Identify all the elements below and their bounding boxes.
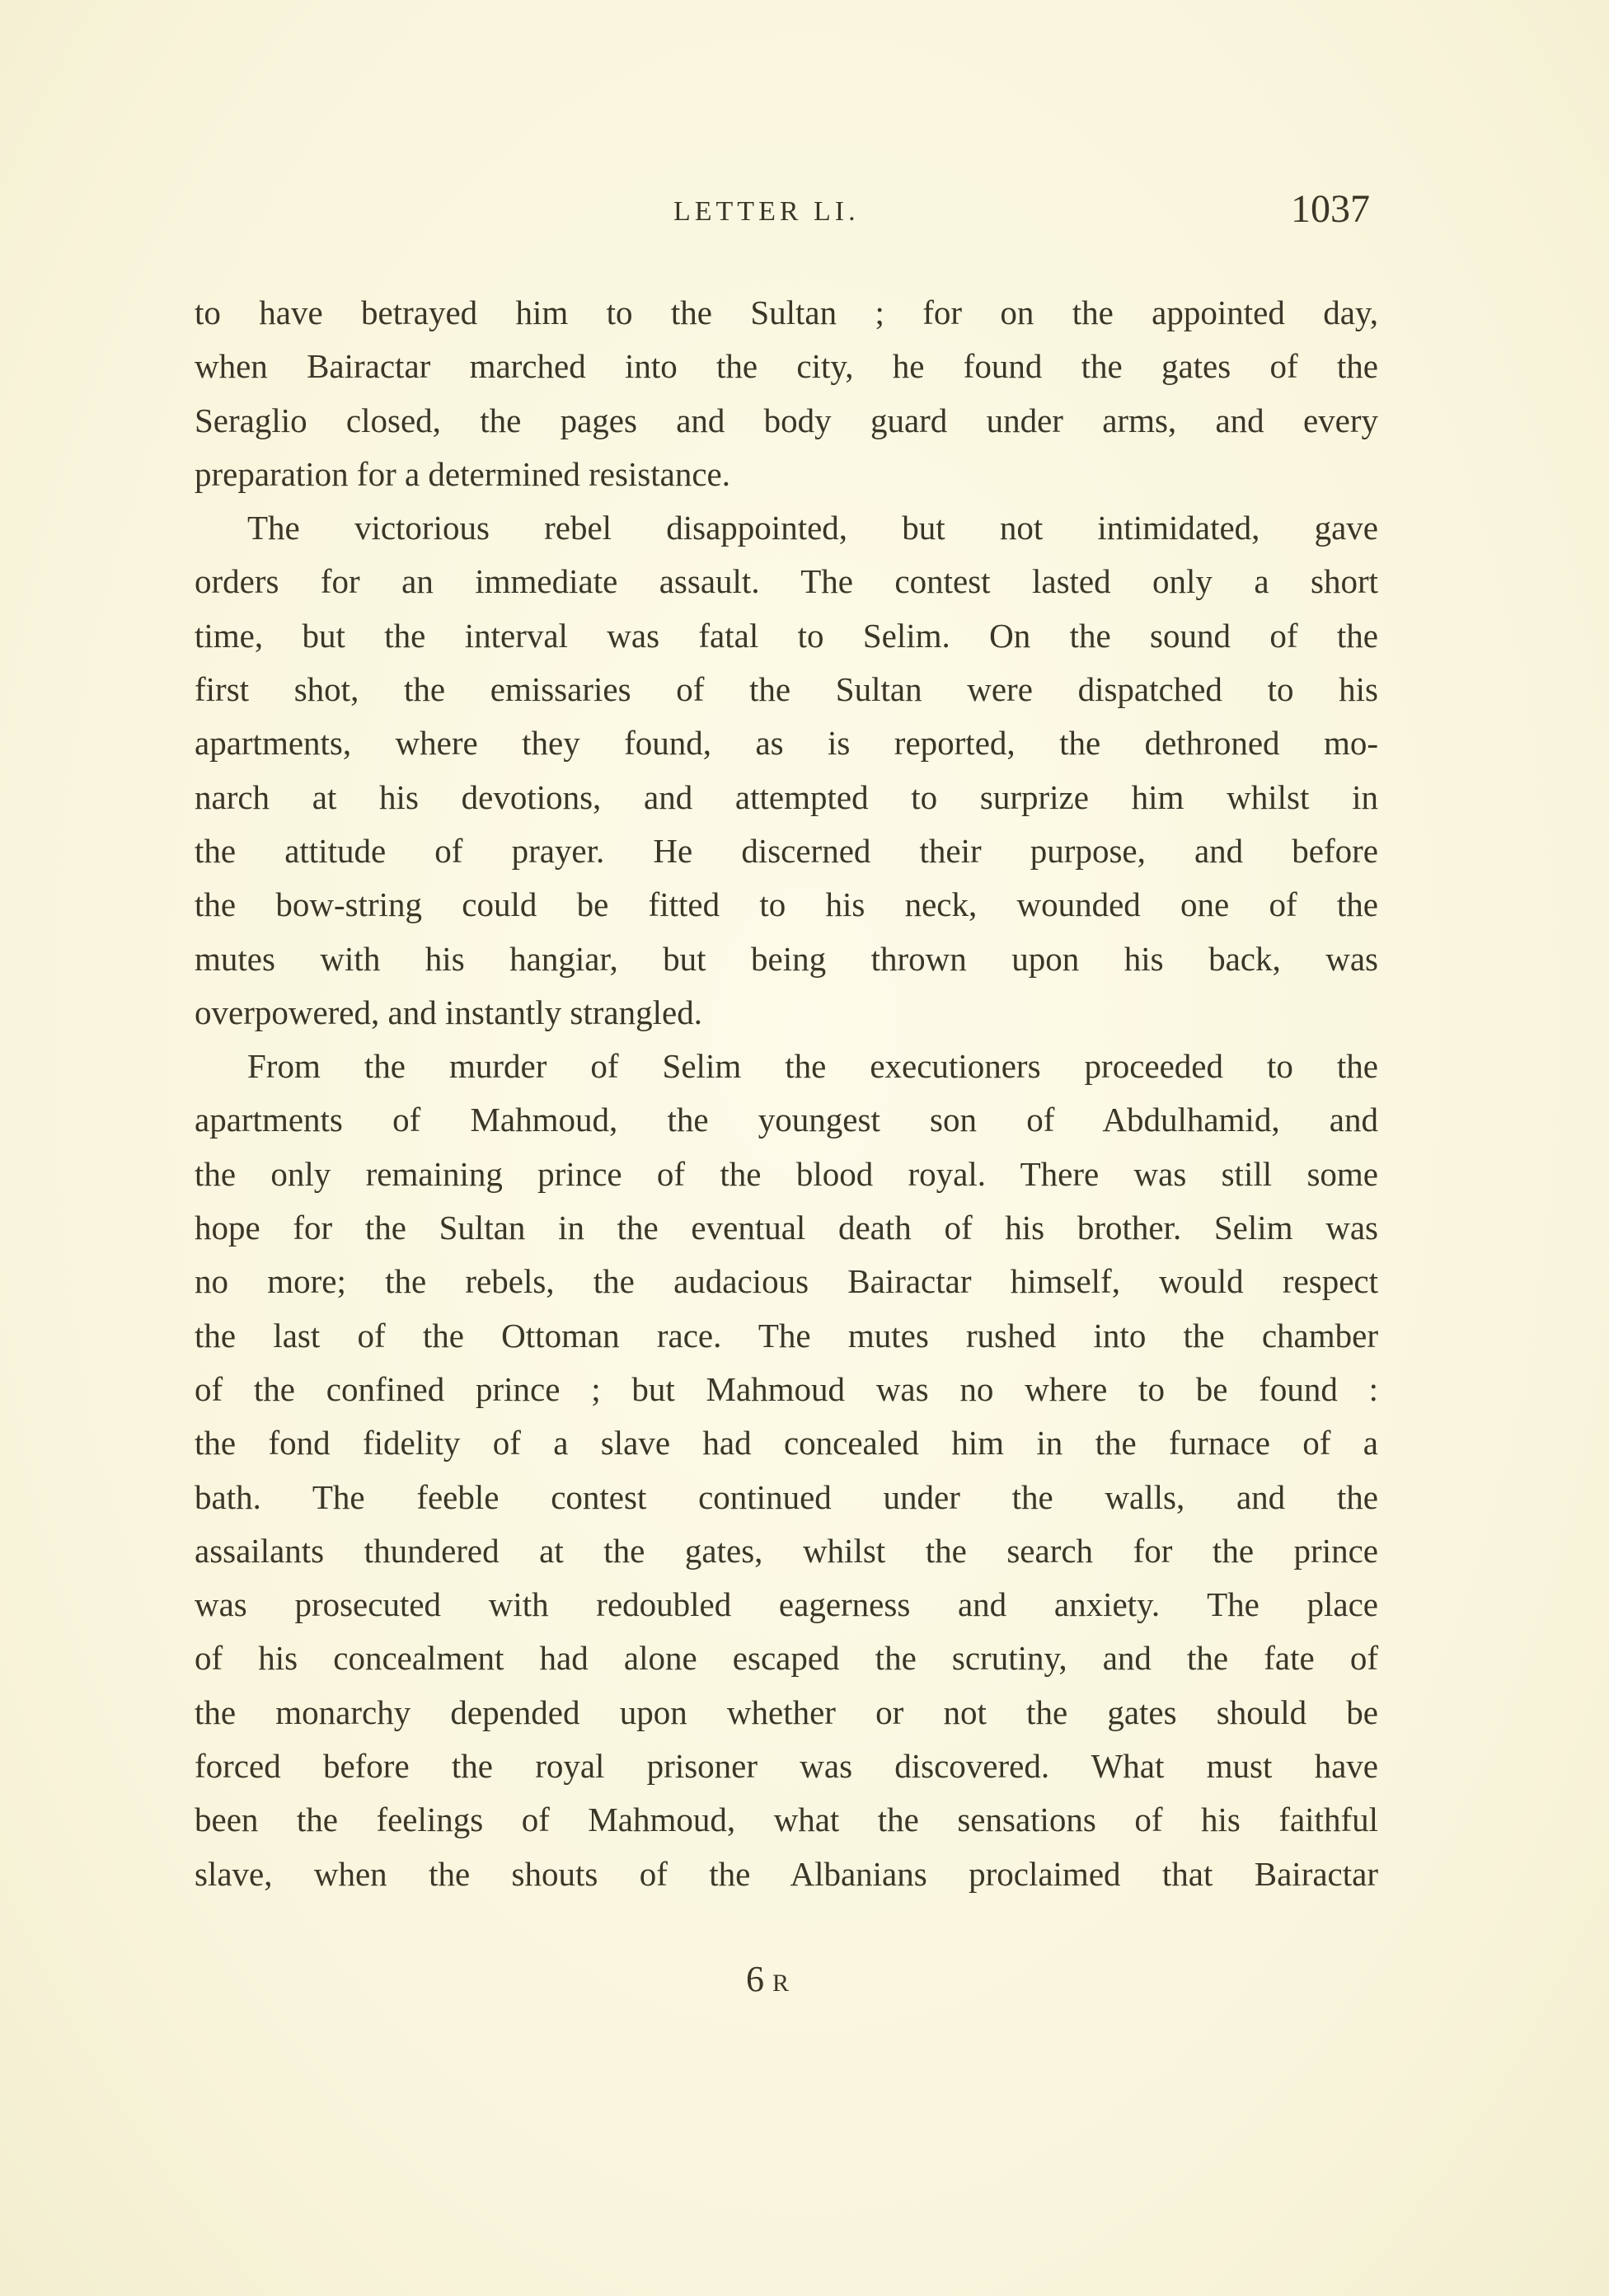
text-line: apartments of Mahmoud, the youngest son of Abdulhamid, and (195, 1101, 1378, 1139)
text-line: preparation for a determined resistance. (195, 454, 730, 493)
body-text (195, 286, 1378, 1901)
text-line: the fond fidelity of a slave had concealed him in the furnace of a (195, 1424, 1378, 1463)
text-line: orders for an immediate assault. The contest lasted only a short (195, 562, 1378, 601)
text-line: time, but the interval was fatal to Selim. On the sound of the (195, 616, 1378, 655)
text-line: no more; the rebels, the audacious Bairactar himself, would respect (195, 1262, 1378, 1301)
text-line: narch at his devotions, and attempted to surprize him whilst in (195, 777, 1378, 816)
page-number: 1037 (1291, 187, 1370, 231)
text-line: the monarchy depended upon whether or not the gates should be (195, 1693, 1378, 1731)
running-title: LETTER LI. (673, 196, 860, 227)
text-line: been the feelings of Mahmoud, what the sensations of his faithful (195, 1801, 1378, 1839)
signature-number: 6 (746, 1959, 764, 1999)
signature-letter: R (772, 1970, 790, 1997)
text-line: the only remaining prince of the blood royal. There was still some (195, 1154, 1378, 1193)
text-line: From the murder of Selim the executioners proceeded to the (247, 1047, 1378, 1086)
text-line: bath. The feeble contest continued under the walls, and the (195, 1477, 1378, 1516)
text-line: when Bairactar marched into the city, he found the gates of the (195, 347, 1378, 386)
text-line: was prosecuted with redoubled eagerness and anxiety. The place (195, 1585, 1378, 1624)
text-line: slave, when the shouts of the Albanians proclaimed that Bairactar (195, 1854, 1378, 1893)
text-line: of his concealment had alone escaped the scrutiny, and the fate of (195, 1639, 1378, 1678)
text-line: hope for the Sultan in the eventual death of his brother. Selim was (195, 1209, 1378, 1247)
text-line: assailants thundered at the gates, whilst the search for the prince (195, 1531, 1378, 1570)
text-line: to have betrayed him to the Sultan ; for on the appointed day, (195, 293, 1378, 331)
text-line: the bow-string could be fitted to his neck, wounded one of the (195, 885, 1378, 924)
text-line: of the confined prince ; but Mahmoud was no where to be found : (195, 1369, 1378, 1408)
text-line: The victorious rebel disappointed, but not intimidated, gave (247, 509, 1378, 547)
text-line: mutes with his hangiar, but being thrown upon his back, was (195, 939, 1378, 978)
text-line: overpowered, and instantly strangled. (195, 993, 702, 1031)
printer-signature (746, 1958, 789, 2000)
text-line: the last of the Ottoman race. The mutes rushed into the chamber (195, 1316, 1378, 1355)
text-line: the attitude of prayer. He discerned their purpose, and before (195, 831, 1378, 870)
text-line: forced before the royal prisoner was discovered. What must have (195, 1747, 1378, 1786)
text-line: first shot, the emissaries of the Sultan were dispatched to his (195, 670, 1378, 709)
text-line: apartments, where they found, as is reported, the dethroned mo- (195, 724, 1378, 763)
text-line: Seraglio closed, the pages and body guard under arms, and every (195, 401, 1378, 439)
